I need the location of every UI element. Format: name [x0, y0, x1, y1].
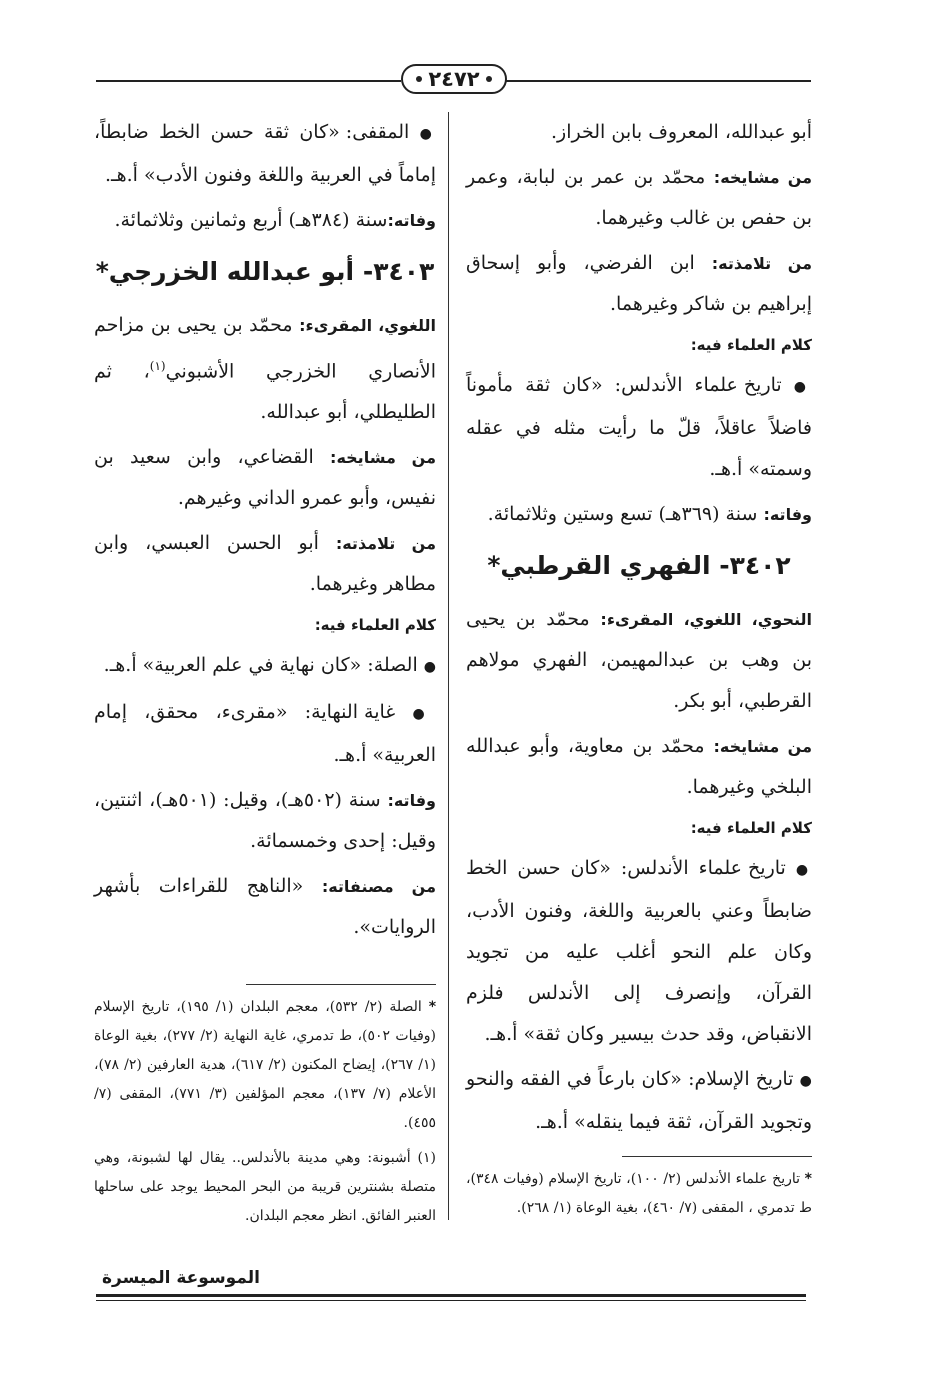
bullet-icon: ● — [419, 126, 437, 142]
label-talamidh: من تلامذته: — [335, 534, 436, 554]
text-mashayikh: القضاعي، وابن سعيد بن نفيس، وأبو عمرو الداني وغيرهم. — [94, 446, 436, 510]
label-description: النحوي، اللغوي، المقرىء: — [600, 610, 812, 629]
text-description: محمّد بن يحيى بن وهب بن عبدالمهيمن، الفهري مولاهم القرطبي، أبو بكر. — [466, 608, 812, 712]
text-wafat: سنة (٣٦٩هـ) تسع وستين وثلاثمائة. — [487, 503, 764, 525]
label-wafat: وفاته: — [763, 505, 812, 524]
text-sila: الصلة: «كان نهاية في علم العربية» أ.هـ. — [103, 654, 418, 677]
footnote-mark: * — [428, 999, 437, 1015]
paragraph-wafat-2 — [94, 780, 436, 862]
text-description-cont: ، ثم الطليطلي، أبو عبدالله. — [94, 360, 436, 424]
footnote-sources-3402 — [466, 1165, 812, 1223]
footnotes-left — [94, 984, 436, 1237]
footnote-text: الصلة (٢/ ٥٣٢)، معجم البلدان (١/ ١٩٥)، تاريخ الإسلام (وفيات ٥٠٢)، ط تدمري، غاية النهاية (٢/ ٢٧٧)، بغية الوعاة (١/ ٢٦٧)، إيضاح المكنون (٢/ ٦١٧)، هدية العارفين (٢/ ٧٨)، الأعلام (٧/ ١٣٧)، معجم المؤلفين (٣/ ٧٧١)، المقفى (٧/ ٤٥٥). — [94, 999, 436, 1131]
sub-heading-kalam-2: كلام العلماء فيه: — [690, 819, 812, 837]
footer-title: الموسوعة الميسرة — [96, 1268, 260, 1288]
paragraph-wafat — [466, 494, 812, 535]
text-musannafat: «الناهج للقراءات بأشهر الروايات». — [94, 875, 436, 939]
page-number: ٢٤٧٢ — [428, 67, 480, 91]
text-ghaya: غاية النهاية: «مقرىء، محقق، إمام العربية» أ.هـ. — [94, 701, 436, 767]
bullet-icon: ● — [799, 1073, 813, 1089]
text-tarikh-islam: تاريخ الإسلام: «كان بارعاً في الفقه والنحو وتجويد القرآن، ثقة فيما ينقله» أ.هـ. — [466, 1068, 812, 1133]
left-column — [94, 112, 436, 952]
bullet-icon: ● — [795, 862, 812, 878]
text-mashayikh-2: محمّد بن معاوية، وأبو عبدالله البلخي وغيرهما. — [466, 735, 812, 798]
label-description: اللغوي، المقرىء: — [299, 316, 437, 335]
footnote-rule — [246, 984, 436, 985]
label-wafat: وفاته: — [387, 211, 436, 230]
paragraph-sila — [94, 645, 436, 688]
footnote-mark: * — [804, 1171, 812, 1187]
footer-rule-thick — [96, 1294, 806, 1297]
paragraph-mashayikh — [466, 157, 812, 239]
footnote-ashbuna: (١) أشبونة: وهي مدينة بالأندلس.. يقال لها لشبونة، وهي متصلة بشنترين قريبة من البحر المحيط يوجد على ساحلها العنبر الفائق. انظر معجم البلدان. — [94, 1150, 436, 1224]
dot-ornament — [486, 76, 492, 82]
header-rule-right — [506, 80, 811, 82]
text-mashayikh: محمّد بن عمر بن لبابة، وعمر بن حفص بن غالب وغيرهما. — [466, 166, 812, 229]
bullet-icon: ● — [412, 706, 436, 723]
paragraph-talamidh — [466, 243, 812, 325]
paragraph-ghaya — [94, 692, 436, 776]
paragraph-mashayikh — [94, 437, 436, 519]
label-musannafat: من مصنفاته: — [321, 877, 436, 897]
paragraph-description — [466, 599, 812, 722]
text-tarikh-2: تاريخ علماء الأندلس: «كان حسن الخط ضابطاً وعني بالعربية واللغة، وفنون الأدب، وكان علم النحو أغلب عليه من تجويد القرآن، وإنصرف إلى الأندلس فلزم الانقباض، وقد حدث بيسير وكان ثقة» أ.هـ. — [466, 857, 812, 1045]
page-number-badge — [401, 64, 507, 94]
text-wafat: سنة (٣٨٤هـ) أربع وثمانين وثلاثمائة. — [114, 209, 388, 231]
paragraph-musannafat — [94, 866, 436, 948]
dot-ornament — [416, 76, 422, 82]
column-divider — [448, 112, 449, 1220]
label-mashayikh-2: من مشايخه: — [713, 737, 812, 756]
footnotes-right — [466, 1156, 812, 1229]
footer-rule-thin — [96, 1300, 806, 1301]
text-description: محمّد بن يحيى بن مزاحم الأنصاري الخزرجي الأشبوني — [94, 314, 437, 383]
paragraph-tarikh-2 — [466, 848, 812, 1055]
label-mashayikh: من مشايخه: — [330, 448, 436, 468]
entry-title-3403: ٣٤٠٣- أبو عبدالله الخزرجي* — [95, 257, 435, 286]
paragraph-tarikh — [466, 365, 812, 490]
label-talamidh: من تلامذته: — [711, 254, 812, 273]
paragraph-talamidh — [94, 523, 436, 605]
paragraph-wafat — [94, 200, 436, 241]
bullet-icon: ● — [793, 379, 812, 395]
footnote-ref: (١) — [149, 359, 166, 373]
right-column — [466, 112, 812, 1147]
paragraph-tarikh-islam — [466, 1059, 812, 1143]
header-rule-left — [96, 80, 401, 82]
paragraph-kunya: أبو عبدالله، المعروف بابن الخراز. — [551, 121, 812, 143]
footnote-sources-3403 — [94, 993, 436, 1138]
sub-heading-kalam: كلام العلماء فيه: — [690, 336, 812, 354]
footnote-text: تاريخ علماء الأندلس (٢/ ١٠٠)، تاريخ الإسلام (وفيات ٣٤٨)، ط تدمري ، المقفى (٧/ ٤٦٠)، بغية الوعاة (١/ ٢٦٨). — [466, 1171, 812, 1216]
text-talamidh: ابن الفرضي، وأبو إسحاق إبراهيم بن شاكر وغيرهما. — [466, 252, 812, 315]
text-wafat-2: سنة (٥٠٢هـ)، وقيل: (٥٠١هـ)، اثنتين، وقيل: إحدى وخمسمائة. — [94, 789, 436, 853]
label-wafat-2: وفاته: — [387, 791, 436, 811]
paragraph-description — [94, 305, 436, 433]
paragraph-mashayikh-2 — [466, 726, 812, 808]
footnote-rule — [622, 1156, 812, 1157]
label-mashayikh: من مشايخه: — [713, 168, 812, 187]
entry-title-3402: ٣٤٠٢- الفهري القرطبي* — [487, 551, 791, 580]
text-talamidh: أبو الحسن العبسي، وابن مطاهر وغيرهما. — [94, 532, 436, 596]
paragraph-muqaffa — [94, 112, 436, 196]
sub-heading-kalam: كلام العلماء فيه: — [314, 616, 436, 635]
bullet-icon: ● — [423, 659, 436, 676]
text-tarikh: تاريخ علماء الأندلس: «كان ثقة مأموناً فاضلاً عاقلاً، قلّ ما رأيت مثله في عقله وسمته» أ.هـ. — [466, 374, 812, 480]
text-muqaffa: المقفى: «كان ثقة حسن الخط ضابطاً، إماماً في العربية واللغة وفنون الأدب» أ.هـ. — [94, 121, 436, 186]
